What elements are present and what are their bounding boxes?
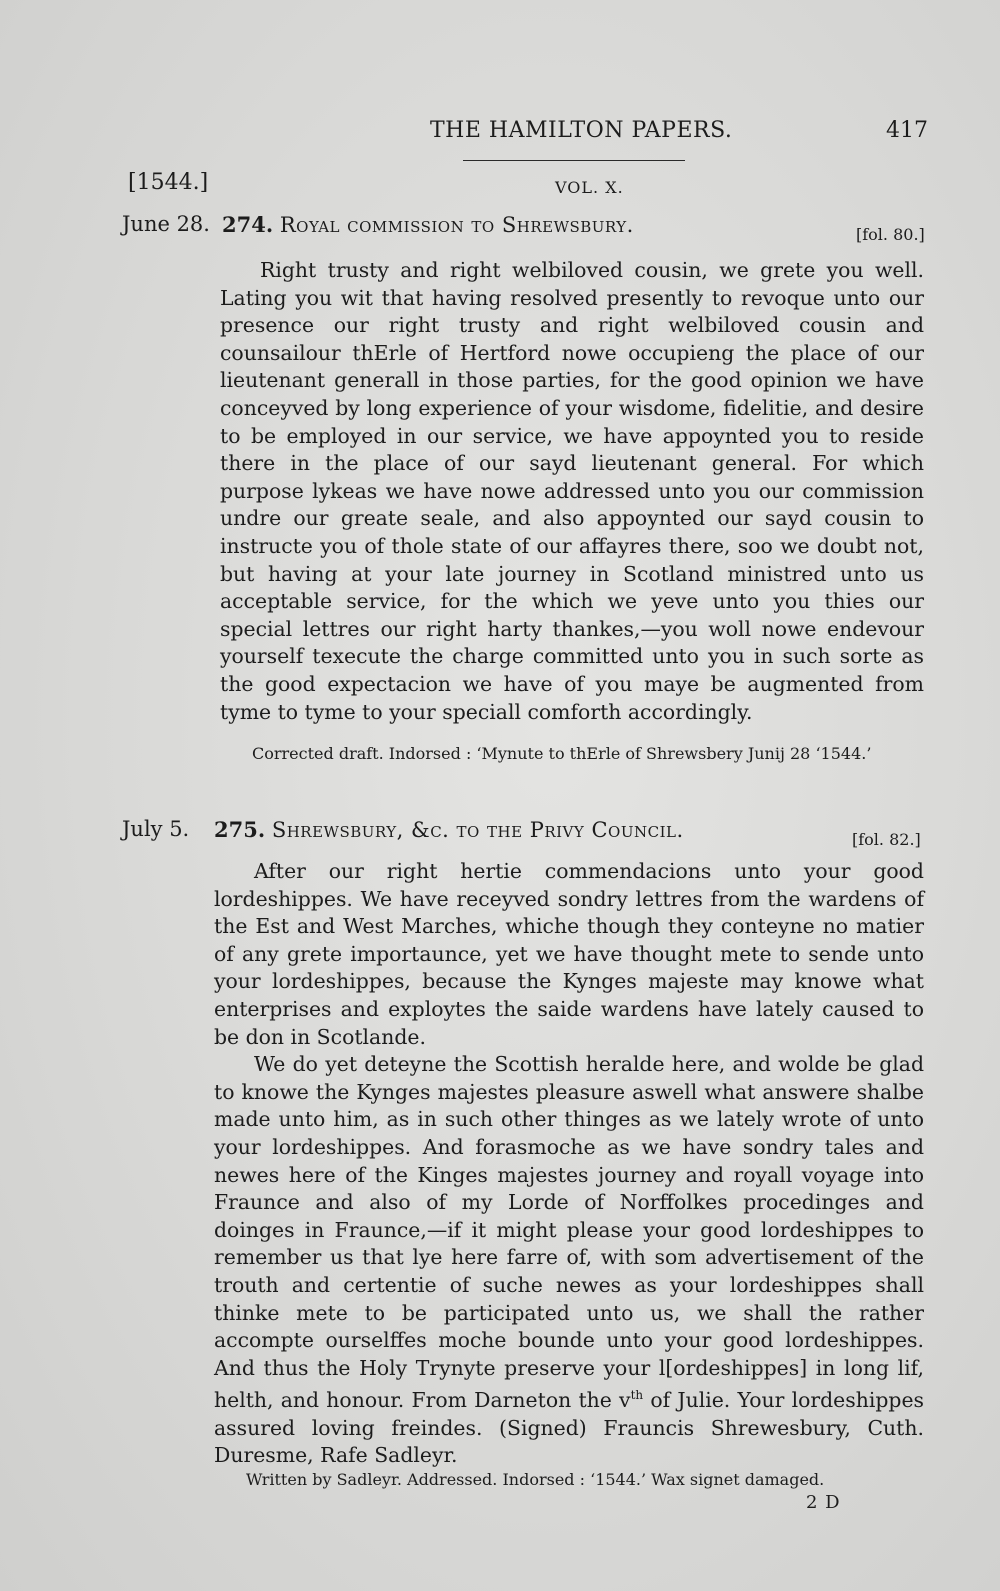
entry-body: [214, 858, 924, 1470]
volume-label: VOL. X.: [555, 178, 624, 197]
entry-note: Corrected draft. Indorsed : ‘Mynute to thErle of Shrewsbery Junij 28 ‘1544.’: [252, 744, 872, 763]
entry-title: Royal commission to Shrewsbury.: [279, 213, 634, 237]
paragraph-text: of Julie. Your lordeshippes assured loving freindes. (Signed) Frauncis Shrewesbury, Cuth. Duresme, Rafe Sadleyr.: [214, 1388, 924, 1468]
superscript: th: [630, 1388, 644, 1403]
folio-reference: [fol. 80.]: [856, 225, 925, 244]
entry-body: [220, 257, 924, 726]
paragraph: After our right hertie commendacions unto your good lordeshippes. We have receyved sondry lettres from the wardens of the Est and West Marches, whiche though they conteyne no matier of any grete importaunce, yet we have thought mete to sende unto your lordeshippes, because the Kynges majeste may knowe what enterprises and exploytes the saide wardens have lately caused to be don in Scotlande.: [214, 859, 924, 1049]
entry-number: 275.: [214, 817, 266, 842]
year-marker: [1544.]: [128, 170, 209, 195]
running-title: THE HAMILTON PAPERS.: [430, 118, 733, 143]
paragraph-text: We do yet deteyne the Scottish heralde here, and wolde be glad to knowe the Kynges majestes pleasure aswell what answere shalbe made unto him, as in such other thinges as we lately wrote of unto your lordeshippes. And forasmoche as we have sondry tales and newes here of the Kinges majestes journey and royall voyage into Fraunce and also of my Lorde of Norffolkes procedinges and doinges in Fraunce,—if it might please your good lordeshippes to remember us that lye here farre of, with som advertisement of the trouth and certentie of suche newes as your lordeshippes shall thinke mete to be participated unto us, we shall the rather accompte ourselffes moche bounde unto your good lordeshippes. And thus the Holy Trynyte preserve your l[ordeshippes] in long lif, helth, and honour. From Darneton the v: [214, 1052, 924, 1413]
folio-reference: [fol. 82.]: [852, 830, 921, 849]
header-rule: [463, 160, 685, 161]
entry-date: July 5.: [122, 817, 190, 841]
entry-note: Written by Sadleyr. Addressed. Indorsed : ‘1544.’ Wax signet damaged.: [246, 1470, 825, 1489]
paragraph: Right trusty and right welbiloved cousin, we grete you well. Lating you wit that having resolved presently to revoque unto our presence our right trusty and right welbiloved cousin and counsailour thErle of Hertford nowe occupieng the place of our lieutenant generall in those parties, for the good opinion we have conceyved by long experience of your wisdome, fidelitie, and desire to be employed in our service, we have appoynted you to reside there in the place of our sayd lieutenant general. For which purpose lykeas we have nowe addressed unto you our commission undre our greate seale, and also appoynted our sayd cousin to instructe you of thole state of our affayres there, soo we doubt not, but having at your late journey in Scotland ministred unto us acceptable service, for the which we yeve unto you thies our special lettres our right harty thankes,—you woll nowe endevour yourself texecute the charge committed unto you in such sorte as the good expectacion we have of you maye be augmented from tyme to tyme to your speciall comforth accordingly.: [220, 258, 924, 724]
signature-mark: 2 D: [806, 1492, 841, 1513]
entry-number: 274.: [222, 212, 274, 237]
entry-title: Shrewsbury, &c. to the Privy Council.: [271, 818, 684, 842]
entry-heading: [222, 212, 634, 237]
paragraph: [214, 1051, 924, 1470]
entry-date: June 28.: [122, 212, 210, 236]
page-number: 417: [886, 118, 928, 143]
entry-heading: [214, 817, 684, 842]
